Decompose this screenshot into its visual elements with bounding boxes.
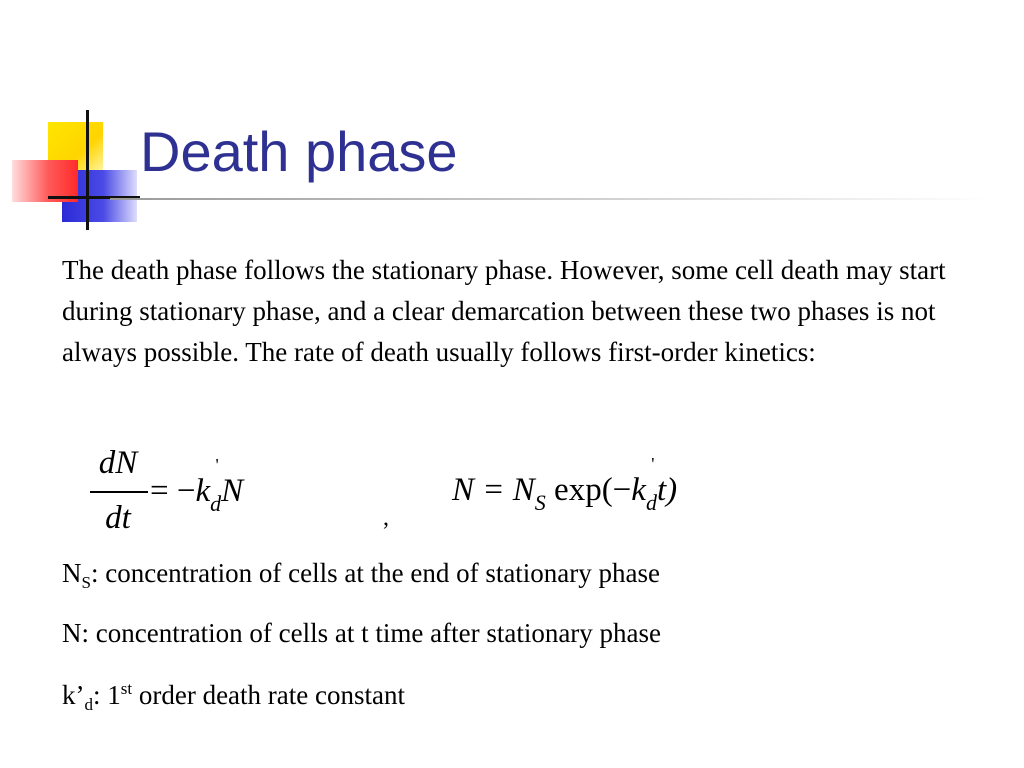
fraction-numerator: dN (98, 445, 138, 481)
slide-title: Death phase (140, 120, 458, 183)
decorative-logo (0, 0, 140, 240)
fraction-denominator: dt (105, 500, 131, 536)
d-subscript: d (210, 491, 222, 516)
ns-main: N (62, 558, 82, 588)
s-subscript: S (534, 490, 546, 515)
k-symbol-2: k (631, 472, 646, 508)
definition-n: N: concentration of cells at t time after stationary phase (62, 618, 662, 648)
kd-mid: : 1 (93, 680, 121, 710)
ns-subscript: S (81, 573, 91, 592)
prime-mark: ' (215, 455, 219, 475)
integrated-equation (452, 454, 678, 515)
rate-constant (195, 455, 222, 516)
d-subscript-2: d (645, 490, 657, 515)
k-symbol: k (195, 473, 211, 509)
equation2-lhs: N = N (452, 472, 535, 508)
kd-subscript: d (84, 695, 93, 714)
logo-vertical-line (86, 110, 89, 230)
kd-text: order death rate constant (132, 680, 405, 710)
definition-ns (62, 558, 661, 592)
intro-paragraph: The death phase follows the stationary phase. However, some cell death may start during stationary phase, and a clear demarcation between these two phases is not always possible. The rate of death usually follows first-order kinetics: (62, 255, 946, 367)
exp-function: exp(− (545, 472, 632, 508)
definition-kd (62, 679, 405, 714)
equation-separator: , (383, 505, 389, 531)
title-underline (110, 198, 990, 200)
equals-minus: = − (150, 473, 196, 509)
differential-equation (80, 445, 330, 545)
kd-superscript: st (120, 679, 133, 698)
equation2-tail: t) (656, 472, 678, 508)
prime-mark-2: ' (651, 454, 655, 474)
n-symbol: N (221, 473, 244, 509)
kd-main: k’ (62, 680, 85, 710)
ns-text: : concentration of cells at the end of stationary phase (90, 558, 661, 588)
equation-rhs (150, 455, 244, 516)
fraction-bar (90, 491, 148, 493)
rate-constant-2 (631, 454, 657, 515)
